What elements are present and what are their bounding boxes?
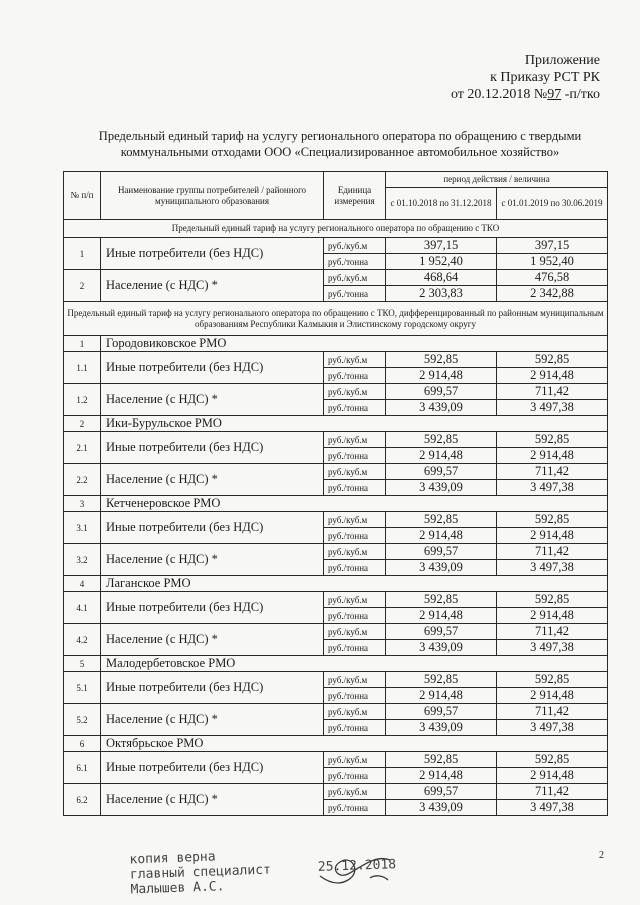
district-name: Ики-Бурульское РМО bbox=[101, 416, 608, 432]
table-row bbox=[64, 512, 608, 528]
tariff-value-period-1: 3 439,09 bbox=[386, 720, 497, 736]
table-row bbox=[64, 624, 608, 640]
district-row bbox=[64, 576, 608, 592]
table-row bbox=[64, 384, 608, 400]
signature-line-3: Малышев А.С. bbox=[130, 879, 225, 898]
row-number: 2.1 bbox=[64, 432, 101, 464]
unit-cell: руб./куб.м bbox=[324, 238, 386, 254]
table-row bbox=[64, 672, 608, 688]
table-row bbox=[64, 752, 608, 768]
tariff-value-period-2: 711,42 bbox=[497, 464, 608, 480]
unit-cell: руб./куб.м bbox=[324, 544, 386, 560]
district-row bbox=[64, 496, 608, 512]
consumer-group: Иные потребители (без НДС) bbox=[101, 672, 324, 704]
district-row bbox=[64, 656, 608, 672]
tariff-value-period-2: 711,42 bbox=[497, 384, 608, 400]
tariff-value-period-2: 711,42 bbox=[497, 544, 608, 560]
district-number: 6 bbox=[64, 736, 101, 752]
tariff-value-period-1: 592,85 bbox=[386, 352, 497, 368]
consumer-group: Иные потребители (без НДС) bbox=[101, 752, 324, 784]
header-number: № п/п bbox=[64, 172, 101, 220]
consumer-group: Иные потребители (без НДС) bbox=[101, 432, 324, 464]
consumer-group: Население (с НДС) * bbox=[101, 464, 324, 496]
tariff-value-period-2: 3 497,38 bbox=[497, 720, 608, 736]
consumer-group: Население (с НДС) * bbox=[101, 384, 324, 416]
row-number: 6.1 bbox=[64, 752, 101, 784]
tariff-value-period-2: 3 497,38 bbox=[497, 800, 608, 816]
order-reference: к Приказу РСТ РК bbox=[490, 70, 600, 85]
row-number: 6.2 bbox=[64, 784, 101, 816]
header-unit: Единица измерения bbox=[324, 172, 386, 220]
appendix-label: Приложение bbox=[524, 53, 600, 68]
consumer-group: Население (с НДС) * bbox=[101, 704, 324, 736]
tariff-value-period-1: 592,85 bbox=[386, 592, 497, 608]
section-heading: Предельный единый тариф на услугу регионального оператора по обращению с ТКО bbox=[64, 220, 608, 238]
tariff-value-period-1: 699,57 bbox=[386, 784, 497, 800]
unit-cell: руб./тонна bbox=[324, 448, 386, 464]
table-row bbox=[64, 784, 608, 800]
tariff-value-period-1: 592,85 bbox=[386, 672, 497, 688]
unit-cell: руб./тонна bbox=[324, 640, 386, 656]
row-number: 3.1 bbox=[64, 512, 101, 544]
tariff-value-period-2: 592,85 bbox=[497, 512, 608, 528]
consumer-group: Население (с НДС) * bbox=[101, 544, 324, 576]
unit-cell: руб./тонна bbox=[324, 528, 386, 544]
section-row bbox=[64, 220, 608, 238]
tariff-value-period-2: 2 342,88 bbox=[497, 286, 608, 302]
unit-cell: руб./тонна bbox=[324, 480, 386, 496]
tariff-value-period-2: 3 497,38 bbox=[497, 640, 608, 656]
unit-cell: руб./тонна bbox=[324, 688, 386, 704]
row-number: 1 bbox=[64, 238, 101, 270]
unit-cell: руб./куб.м bbox=[324, 432, 386, 448]
consumer-group: Иные потребители (без НДС) bbox=[101, 512, 324, 544]
section-row bbox=[64, 302, 608, 336]
row-number: 3.2 bbox=[64, 544, 101, 576]
tariff-value-period-1: 3 439,09 bbox=[386, 400, 497, 416]
tariff-value-period-2: 2 914,48 bbox=[497, 368, 608, 384]
district-name: Малодербетовское РМО bbox=[101, 656, 608, 672]
tariff-value-period-2: 592,85 bbox=[497, 752, 608, 768]
section-heading: Предельный единый тариф на услугу регионального оператора по обращению с ТКО, дифференцированный по районным муниципальным образованиям Республики Калмыкия и Элистинскому городскому округу bbox=[64, 302, 608, 336]
table-row bbox=[64, 592, 608, 608]
order-number: 97 bbox=[547, 87, 562, 102]
consumer-group: Иные потребители (без НДС) bbox=[101, 238, 324, 270]
page-number: 2 bbox=[599, 850, 604, 861]
tariff-value-period-2: 711,42 bbox=[497, 784, 608, 800]
unit-cell: руб./тонна bbox=[324, 720, 386, 736]
tariff-value-period-1: 2 914,48 bbox=[386, 528, 497, 544]
unit-cell: руб./куб.м bbox=[324, 752, 386, 768]
tariff-value-period-2: 476,58 bbox=[497, 270, 608, 286]
tariff-value-period-1: 2 914,48 bbox=[386, 368, 497, 384]
tariff-value-period-1: 592,85 bbox=[386, 432, 497, 448]
consumer-group: Население (с НДС) * bbox=[101, 270, 324, 302]
header-period-1: с 01.10.2018 по 31.12.2018 bbox=[386, 188, 497, 220]
tariff-value-period-1: 592,85 bbox=[386, 512, 497, 528]
unit-cell: руб./тонна bbox=[324, 608, 386, 624]
unit-cell: руб./куб.м bbox=[324, 352, 386, 368]
tariff-value-period-1: 468,64 bbox=[386, 270, 497, 286]
unit-cell: руб./тонна bbox=[324, 768, 386, 784]
row-number: 4.2 bbox=[64, 624, 101, 656]
row-number: 1.1 bbox=[64, 352, 101, 384]
unit-cell: руб./куб.м bbox=[324, 624, 386, 640]
consumer-group: Иные потребители (без НДС) bbox=[101, 592, 324, 624]
consumer-group: Население (с НДС) * bbox=[101, 624, 324, 656]
row-number: 1.2 bbox=[64, 384, 101, 416]
tariff-value-period-1: 397,15 bbox=[386, 238, 497, 254]
document-header bbox=[451, 52, 600, 103]
district-row bbox=[64, 416, 608, 432]
consumer-group: Иные потребители (без НДС) bbox=[101, 352, 324, 384]
table-row bbox=[64, 352, 608, 368]
tariff-value-period-1: 1 952,40 bbox=[386, 254, 497, 270]
row-number: 2.2 bbox=[64, 464, 101, 496]
tariff-value-period-2: 592,85 bbox=[497, 672, 608, 688]
row-number: 5.2 bbox=[64, 704, 101, 736]
tariff-value-period-2: 592,85 bbox=[497, 592, 608, 608]
unit-cell: руб./тонна bbox=[324, 286, 386, 302]
district-name: Кетченеровское РМО bbox=[101, 496, 608, 512]
unit-cell: руб./куб.м bbox=[324, 464, 386, 480]
tariff-value-period-2: 2 914,48 bbox=[497, 448, 608, 464]
tariff-value-period-1: 592,85 bbox=[386, 752, 497, 768]
table-header-row bbox=[64, 172, 608, 188]
unit-cell: руб./куб.м bbox=[324, 384, 386, 400]
tariff-value-period-1: 2 914,48 bbox=[386, 768, 497, 784]
district-number: 5 bbox=[64, 656, 101, 672]
district-number: 4 bbox=[64, 576, 101, 592]
tariff-value-period-1: 3 439,09 bbox=[386, 800, 497, 816]
table-row bbox=[64, 238, 608, 254]
order-date-number: от 20.12.2018 №97 -п/тко bbox=[450, 87, 600, 102]
district-number: 1 bbox=[64, 336, 101, 352]
district-number: 3 bbox=[64, 496, 101, 512]
tariff-value-period-1: 699,57 bbox=[386, 464, 497, 480]
tariff-value-period-2: 592,85 bbox=[497, 432, 608, 448]
district-number: 2 bbox=[64, 416, 101, 432]
tariff-value-period-1: 699,57 bbox=[386, 624, 497, 640]
signature-line-2: главный специалист bbox=[129, 862, 272, 883]
tariff-value-period-2: 592,85 bbox=[497, 352, 608, 368]
table-row bbox=[64, 704, 608, 720]
tariff-value-period-1: 2 303,83 bbox=[386, 286, 497, 302]
consumer-group: Население (с НДС) * bbox=[101, 784, 324, 816]
unit-cell: руб./куб.м bbox=[324, 704, 386, 720]
district-row bbox=[64, 736, 608, 752]
row-number: 2 bbox=[64, 270, 101, 302]
unit-cell: руб./куб.м bbox=[324, 270, 386, 286]
unit-cell: руб./куб.м bbox=[324, 512, 386, 528]
unit-cell: руб./тонна bbox=[324, 800, 386, 816]
table-row bbox=[64, 432, 608, 448]
tariff-table bbox=[63, 171, 608, 816]
tariff-value-period-2: 2 914,48 bbox=[497, 528, 608, 544]
unit-cell: руб./тонна bbox=[324, 254, 386, 270]
unit-cell: руб./куб.м bbox=[324, 672, 386, 688]
unit-cell: руб./куб.м bbox=[324, 592, 386, 608]
signature-line-1: копия верна bbox=[129, 849, 216, 868]
unit-cell: руб./тонна bbox=[324, 560, 386, 576]
tariff-value-period-2: 3 497,38 bbox=[497, 400, 608, 416]
tariff-value-period-2: 711,42 bbox=[497, 624, 608, 640]
district-name: Городовиковское РМО bbox=[101, 336, 608, 352]
table-row bbox=[64, 270, 608, 286]
unit-cell: руб./тонна bbox=[324, 400, 386, 416]
row-number: 5.1 bbox=[64, 672, 101, 704]
tariff-value-period-1: 3 439,09 bbox=[386, 560, 497, 576]
signature-date: 25.12.2018 bbox=[317, 857, 397, 875]
table-row bbox=[64, 544, 608, 560]
tariff-value-period-2: 2 914,48 bbox=[497, 768, 608, 784]
tariff-table-body bbox=[64, 172, 608, 816]
tariff-value-period-2: 711,42 bbox=[497, 704, 608, 720]
header-period-2: с 01.01.2019 по 30.06.2019 bbox=[497, 188, 608, 220]
tariff-value-period-2: 2 914,48 bbox=[497, 688, 608, 704]
unit-cell: руб./куб.м bbox=[324, 784, 386, 800]
handwritten-signature-icon bbox=[250, 848, 400, 888]
tariff-value-period-1: 2 914,48 bbox=[386, 688, 497, 704]
table-row bbox=[64, 464, 608, 480]
tariff-value-period-1: 699,57 bbox=[386, 704, 497, 720]
tariff-value-period-1: 2 914,48 bbox=[386, 608, 497, 624]
tariff-value-period-2: 3 497,38 bbox=[497, 480, 608, 496]
tariff-value-period-1: 2 914,48 bbox=[386, 448, 497, 464]
district-name: Лаганское РМО bbox=[101, 576, 608, 592]
header-period: период действия / величина bbox=[386, 172, 608, 188]
document-title: Предельный единый тариф на услугу регионального оператора по обращению с твердыми коммунальными отходами ООО «Специализированное автомобильное хозяйство» bbox=[98, 129, 582, 159]
tariff-value-period-1: 699,57 bbox=[386, 384, 497, 400]
tariff-value-period-2: 2 914,48 bbox=[497, 608, 608, 624]
district-row bbox=[64, 336, 608, 352]
tariff-value-period-2: 1 952,40 bbox=[497, 254, 608, 270]
unit-cell: руб./тонна bbox=[324, 368, 386, 384]
tariff-value-period-2: 3 497,38 bbox=[497, 560, 608, 576]
tariff-value-period-2: 397,15 bbox=[497, 238, 608, 254]
tariff-value-period-1: 3 439,09 bbox=[386, 640, 497, 656]
tariff-value-period-1: 3 439,09 bbox=[386, 480, 497, 496]
tariff-value-period-1: 699,57 bbox=[386, 544, 497, 560]
district-name: Октябрьское РМО bbox=[101, 736, 608, 752]
row-number: 4.1 bbox=[64, 592, 101, 624]
header-name: Наименование группы потребителей / районного муниципального образования bbox=[101, 172, 324, 220]
